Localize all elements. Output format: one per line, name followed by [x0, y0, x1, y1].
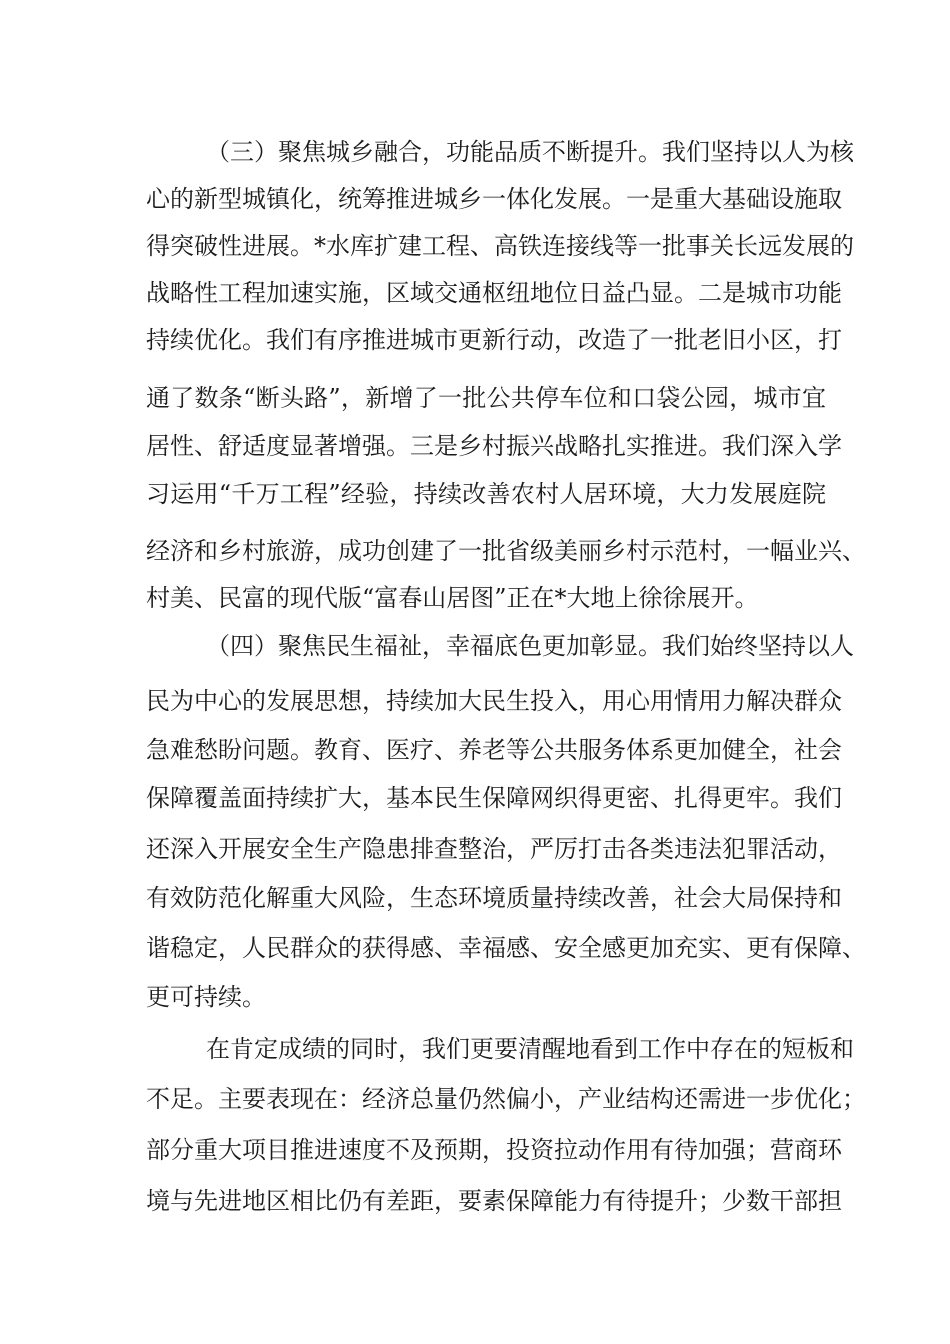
text-line: 境与先进地区相比仍有差距，要素保障能力有待提升；少数干部担 — [146, 1187, 842, 1215]
text-line: 还深入开展安全生产隐患排查整治，严厉打击各类违法犯罪活动， — [146, 835, 842, 863]
text-line: 心的新型城镇化，统筹推进城乡一体化发展。一是重大基础设施取 — [146, 185, 842, 213]
text-line: 谐稳定，人民群众的获得感、幸福感、安全感更加充实、更有保障、 — [146, 934, 866, 962]
text-line: 急难愁盼问题。教育、医疗、养老等公共服务体系更加健全，社会 — [146, 736, 842, 764]
text-line: 得突破性进展。*水库扩建工程、高铁连接线等一批事关长远发展的 — [146, 232, 854, 260]
text-line: 在肯定成绩的同时，我们更要清醒地看到工作中存在的短板和 — [206, 1035, 854, 1063]
text-line: 通了数条“断头路”，新增了一批公共停车位和口袋公园，城市宜 — [146, 384, 826, 412]
text-line: （四）聚焦民生福祉，幸福底色更加彰显。我们始终坚持以人 — [206, 632, 854, 660]
text-line: 习运用“千万工程”经验，持续改善农村人居环境，大力发展庭院 — [146, 480, 826, 508]
text-line: 保障覆盖面持续扩大，基本民生保障网织得更密、扎得更牢。我们 — [146, 784, 842, 812]
text-line: 有效防范化解重大风险，生态环境质量持续改善，社会大局保持和 — [146, 884, 842, 912]
text-line: 战略性工程加速实施，区域交通枢纽地位日益凸显。二是城市功能 — [146, 279, 842, 307]
text-line: 民为中心的发展思想，持续加大民生投入，用心用情用力解决群众 — [146, 687, 842, 715]
text-line: 经济和乡村旅游，成功创建了一批省级美丽乡村示范村，一幅业兴、 — [146, 537, 866, 565]
text-line: 不足。主要表现在：经济总量仍然偏小，产业结构还需进一步优化； — [146, 1085, 866, 1113]
text-line: 居性、舒适度显著增强。三是乡村振兴战略扎实推进。我们深入学 — [146, 432, 842, 460]
text-line: 部分重大项目推进速度不及预期，投资拉动作用有待加强；营商环 — [146, 1136, 842, 1164]
text-line: （三）聚焦城乡融合，功能品质不断提升。我们坚持以人为核 — [206, 138, 854, 166]
text-line: 更可持续。 — [146, 983, 266, 1011]
text-line: 持续优化。我们有序推进城市更新行动，改造了一批老旧小区，打 — [146, 326, 842, 354]
text-line: 村美、民富的现代版“富春山居图”正在*大地上徐徐展开。 — [146, 584, 759, 612]
